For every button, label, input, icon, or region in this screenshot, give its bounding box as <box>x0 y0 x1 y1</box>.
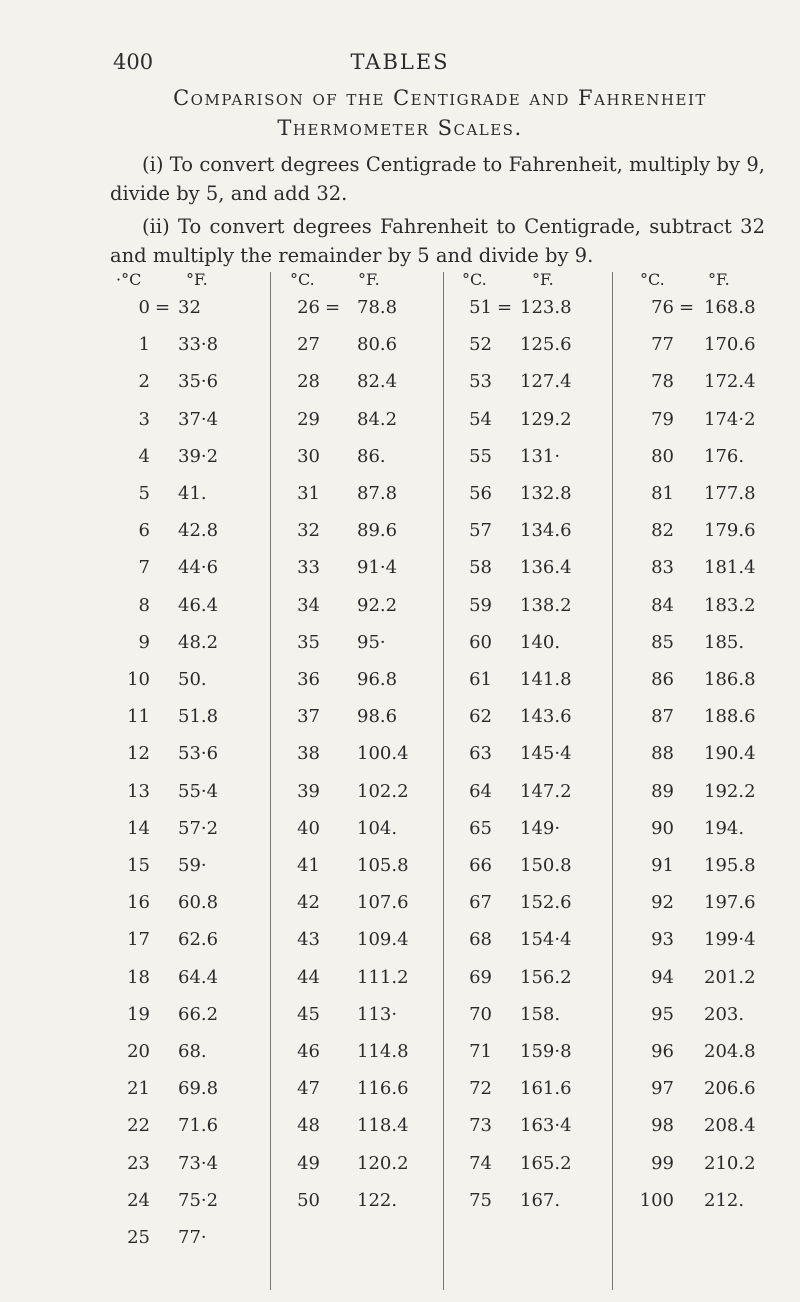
table-cell-centigrade: 50 <box>297 1189 320 1211</box>
table-cell-fahrenheit: 73·4 <box>178 1152 219 1174</box>
table-cell-fahrenheit: 82.4 <box>357 371 398 393</box>
table-cell-centigrade: 73 <box>469 1115 492 1137</box>
table-cell-fahrenheit: 206.6 <box>704 1078 756 1100</box>
table-cell-fahrenheit: 109.4 <box>357 929 409 951</box>
equals-sign: = <box>325 297 341 318</box>
table-cell-fahrenheit: 44·6 <box>178 557 219 579</box>
table-cell-fahrenheit: 136.4 <box>520 557 572 579</box>
table-cell-fahrenheit: 174·2 <box>704 408 756 430</box>
equals-sign: = <box>155 297 171 318</box>
table-cell-fahrenheit: 188.6 <box>704 706 756 728</box>
table-cell-centigrade: 37 <box>297 706 320 728</box>
table-cell-centigrade: 61 <box>469 669 492 690</box>
table-cell-centigrade: 74 <box>469 1152 492 1174</box>
table-cell-centigrade: 84 <box>651 594 674 616</box>
table-cell-centigrade: 100 <box>639 1189 674 1211</box>
header-fahrenheit: °F. <box>532 270 554 289</box>
table-cell-centigrade: 85 <box>651 631 674 653</box>
header-centigrade: °C. <box>640 270 665 289</box>
header-centigrade: ·°C <box>116 270 142 289</box>
table-cell-fahrenheit: 75·2 <box>178 1189 219 1211</box>
table-cell-centigrade: 64 <box>469 780 492 802</box>
table-cell-fahrenheit: 150.8 <box>520 855 572 876</box>
table-cell-fahrenheit: 149· <box>520 817 561 839</box>
header-centigrade: °C. <box>290 270 315 289</box>
table-cell-centigrade: 18 <box>127 966 150 988</box>
table-cell-fahrenheit: 158. <box>520 1003 561 1025</box>
table-cell-centigrade: 88 <box>651 743 674 765</box>
table-cell-centigrade: 30 <box>297 445 320 467</box>
table-cell-fahrenheit: 32 <box>178 297 201 318</box>
table-cell-fahrenheit: 197.6 <box>704 892 756 914</box>
table-cell-fahrenheit: 111.2 <box>357 966 409 988</box>
table-cell-fahrenheit: 170.6 <box>704 334 756 356</box>
table-cell-fahrenheit: 64.4 <box>178 966 219 988</box>
table-cell-fahrenheit: 195.8 <box>704 855 756 876</box>
table-cell-centigrade: 22 <box>127 1115 150 1137</box>
table-cell-centigrade: 79 <box>651 408 674 430</box>
table-cell-fahrenheit: 204.8 <box>704 1041 756 1062</box>
table-cell-fahrenheit: 104. <box>357 817 398 839</box>
table-cell-fahrenheit: 66.2 <box>178 1003 219 1025</box>
table-cell-fahrenheit: 183.2 <box>704 594 756 616</box>
table-cell-fahrenheit: 181.4 <box>704 557 756 579</box>
table-cell-centigrade: 6 <box>138 520 150 542</box>
table-cell-centigrade: 63 <box>469 743 492 765</box>
table-cell-fahrenheit: 185. <box>704 631 745 653</box>
table-cell-fahrenheit: 86. <box>357 445 386 467</box>
table-cell-centigrade: 7 <box>138 557 150 579</box>
table-cell-fahrenheit: 134.6 <box>520 520 572 542</box>
table-cell-fahrenheit: 190.4 <box>704 743 756 765</box>
table-cell-fahrenheit: 145·4 <box>520 743 572 765</box>
table-cell-fahrenheit: 120.2 <box>357 1152 409 1174</box>
table-cell-centigrade: 55 <box>469 445 492 467</box>
table-cell-centigrade: 87 <box>651 706 674 728</box>
table-cell-fahrenheit: 78.8 <box>357 297 398 318</box>
table-cell-fahrenheit: 53·6 <box>178 743 219 765</box>
table-cell-centigrade: 21 <box>127 1078 150 1100</box>
table-cell-centigrade: 35 <box>297 631 320 653</box>
table-cell-fahrenheit: 132.8 <box>520 483 572 504</box>
table-cell-centigrade: 76 <box>651 297 674 318</box>
table-cell-fahrenheit: 71.6 <box>178 1115 219 1137</box>
table-cell-centigrade: 2 <box>138 371 150 393</box>
table-cell-centigrade: 41 <box>297 855 320 876</box>
table-cell-fahrenheit: 57·2 <box>178 817 219 839</box>
table-cell-centigrade: 10 <box>127 669 150 690</box>
table-cell-centigrade: 94 <box>651 966 674 988</box>
table-cell-fahrenheit: 35·6 <box>178 371 219 393</box>
table-cell-fahrenheit: 116.6 <box>357 1078 409 1100</box>
table-cell-centigrade: 57 <box>469 520 492 542</box>
header-fahrenheit: °F. <box>708 270 730 289</box>
table-cell-centigrade: 38 <box>297 743 320 765</box>
table-cell-centigrade: 71 <box>469 1041 492 1062</box>
table-cell-fahrenheit: 55·4 <box>178 780 219 802</box>
table-cell-centigrade: 36 <box>297 669 320 690</box>
table-cell-centigrade: 59 <box>469 594 492 616</box>
table-cell-fahrenheit: 152.6 <box>520 892 572 914</box>
table-cell-centigrade: 39 <box>297 780 320 802</box>
table-cell-fahrenheit: 212. <box>704 1189 745 1211</box>
table-cell-fahrenheit: 194. <box>704 817 745 839</box>
table-cell-fahrenheit: 96.8 <box>357 669 398 690</box>
instruction-f-to-c: (ii) To convert degrees Fahrenheit to Centigrade, subtract 32 and multiply the remainder by 5 and divide by 9. <box>110 215 765 267</box>
table-cell-fahrenheit: 125.6 <box>520 334 572 356</box>
table-cell-centigrade: 25 <box>127 1227 150 1248</box>
table-cell-centigrade: 78 <box>651 371 674 393</box>
table-cell-fahrenheit: 113· <box>357 1003 398 1025</box>
table-cell-centigrade: 56 <box>469 483 492 504</box>
table-cell-fahrenheit: 143.6 <box>520 706 572 728</box>
table-cell-centigrade: 20 <box>127 1041 150 1062</box>
table-cell-centigrade: 13 <box>127 780 150 802</box>
table-cell-centigrade: 24 <box>127 1189 150 1211</box>
table-cell-fahrenheit: 140. <box>520 631 561 653</box>
table-cell-centigrade: 99 <box>651 1152 674 1174</box>
table-cell-centigrade: 67 <box>469 892 492 914</box>
table-cell-centigrade: 75 <box>469 1189 492 1211</box>
table-cell-fahrenheit: 91·4 <box>357 557 398 579</box>
table-cell-fahrenheit: 50. <box>178 669 207 690</box>
table-cell-centigrade: 43 <box>297 929 320 951</box>
table-cell-fahrenheit: 80.6 <box>357 334 398 356</box>
page-number: 400 <box>113 50 154 74</box>
table-cell-fahrenheit: 192.2 <box>704 780 756 802</box>
table-cell-centigrade: 15 <box>127 855 150 876</box>
table-cell-fahrenheit: 39·2 <box>178 445 219 467</box>
table-cell-centigrade: 28 <box>297 371 320 393</box>
table-cell-fahrenheit: 210.2 <box>704 1152 756 1174</box>
table-cell-fahrenheit: 68. <box>178 1041 207 1062</box>
table-cell-fahrenheit: 147.2 <box>520 780 572 802</box>
table-cell-fahrenheit: 203. <box>704 1003 745 1025</box>
table-cell-centigrade: 0 <box>138 297 150 318</box>
table-cell-centigrade: 96 <box>651 1041 674 1062</box>
table-cell-fahrenheit: 48.2 <box>178 631 219 653</box>
table-cell-fahrenheit: 60.8 <box>178 892 219 914</box>
table-cell-centigrade: 60 <box>469 631 492 653</box>
table-cell-centigrade: 8 <box>138 594 150 616</box>
header-fahrenheit: °F. <box>358 270 380 289</box>
running-head: TABLES <box>350 50 450 74</box>
table-cell-centigrade: 69 <box>469 966 492 988</box>
table-cell-centigrade: 3 <box>138 408 150 430</box>
table-cell-centigrade: 51 <box>469 297 492 318</box>
table-cell-centigrade: 90 <box>651 817 674 839</box>
table-cell-centigrade: 58 <box>469 557 492 579</box>
table-cell-centigrade: 19 <box>127 1003 150 1025</box>
table-cell-fahrenheit: 138.2 <box>520 594 572 616</box>
table-cell-fahrenheit: 156.2 <box>520 966 572 988</box>
equals-sign: = <box>497 297 513 318</box>
table-cell-fahrenheit: 105.8 <box>357 855 409 876</box>
table-cell-centigrade: 12 <box>127 743 150 765</box>
table-cell-centigrade: 91 <box>651 855 674 876</box>
table-cell-fahrenheit: 46.4 <box>178 594 219 616</box>
table-cell-centigrade: 66 <box>469 855 492 876</box>
table-cell-centigrade: 49 <box>297 1152 320 1174</box>
table-cell-centigrade: 83 <box>651 557 674 579</box>
table-cell-fahrenheit: 114.8 <box>357 1041 409 1062</box>
table-cell-centigrade: 5 <box>138 483 150 504</box>
table-cell-centigrade: 81 <box>651 483 674 504</box>
table-cell-centigrade: 40 <box>297 817 320 839</box>
table-cell-fahrenheit: 165.2 <box>520 1152 572 1174</box>
table-cell-fahrenheit: 167. <box>520 1189 561 1211</box>
table-cell-fahrenheit: 95· <box>357 631 386 653</box>
table-cell-fahrenheit: 154·4 <box>520 929 572 951</box>
table-cell-centigrade: 62 <box>469 706 492 728</box>
table-cell-fahrenheit: 131· <box>520 445 561 467</box>
table-cell-fahrenheit: 41. <box>178 483 207 504</box>
table-cell-fahrenheit: 33·8 <box>178 334 219 356</box>
header-centigrade: °C. <box>462 270 487 289</box>
instruction-c-to-f: (i) To convert degrees Centigrade to Fahrenheit, multiply by 9, divide by 5, and add 32. <box>110 153 765 205</box>
table-cell-fahrenheit: 163·4 <box>520 1115 572 1137</box>
table-cell-centigrade: 89 <box>651 780 674 802</box>
table-cell-centigrade: 32 <box>297 520 320 542</box>
table-cell-fahrenheit: 51.8 <box>178 706 219 728</box>
column-divider <box>612 272 613 1290</box>
table-cell-fahrenheit: 100.4 <box>357 743 409 765</box>
table-cell-fahrenheit: 122. <box>357 1189 398 1211</box>
table-cell-centigrade: 95 <box>651 1003 674 1025</box>
table-cell-centigrade: 29 <box>297 408 320 430</box>
table-cell-centigrade: 27 <box>297 334 320 356</box>
table-cell-fahrenheit: 98.6 <box>357 706 398 728</box>
table-cell-centigrade: 82 <box>651 520 674 542</box>
table-cell-fahrenheit: 42.8 <box>178 520 219 542</box>
table-cell-fahrenheit: 159·8 <box>520 1041 572 1062</box>
table-cell-centigrade: 52 <box>469 334 492 356</box>
table-cell-fahrenheit: 141.8 <box>520 669 572 690</box>
table-cell-centigrade: 16 <box>127 892 150 914</box>
table-cell-fahrenheit: 186.8 <box>704 669 756 690</box>
table-cell-centigrade: 77 <box>651 334 674 356</box>
table-cell-fahrenheit: 37·4 <box>178 408 219 430</box>
table-cell-centigrade: 86 <box>651 669 674 690</box>
table-cell-fahrenheit: 87.8 <box>357 483 398 504</box>
table-cell-centigrade: 33 <box>297 557 320 579</box>
table-cell-fahrenheit: 89.6 <box>357 520 398 542</box>
table-cell-centigrade: 93 <box>651 929 674 951</box>
table-title-line-2: Thermometer Scales. <box>277 116 523 140</box>
table-cell-fahrenheit: 179.6 <box>704 520 756 542</box>
table-cell-fahrenheit: 176. <box>704 445 745 467</box>
table-cell-centigrade: 34 <box>297 594 320 616</box>
table-cell-fahrenheit: 102.2 <box>357 780 409 802</box>
table-cell-centigrade: 97 <box>651 1078 674 1100</box>
table-cell-fahrenheit: 201.2 <box>704 966 756 988</box>
table-cell-centigrade: 48 <box>297 1115 320 1137</box>
table-cell-centigrade: 92 <box>651 892 674 914</box>
table-cell-centigrade: 80 <box>651 445 674 467</box>
table-cell-fahrenheit: 199·4 <box>704 929 756 951</box>
equals-sign: = <box>679 297 695 318</box>
table-cell-centigrade: 31 <box>297 483 320 504</box>
table-cell-fahrenheit: 208.4 <box>704 1115 756 1137</box>
table-cell-fahrenheit: 107.6 <box>357 892 409 914</box>
table-cell-centigrade: 1 <box>138 334 150 356</box>
table-cell-fahrenheit: 123.8 <box>520 297 572 318</box>
table-cell-centigrade: 44 <box>297 966 320 988</box>
table-cell-centigrade: 47 <box>297 1078 320 1100</box>
table-cell-fahrenheit: 59· <box>178 855 207 876</box>
table-cell-fahrenheit: 129.2 <box>520 408 572 430</box>
table-cell-centigrade: 53 <box>469 371 492 393</box>
table-cell-fahrenheit: 62.6 <box>178 929 219 951</box>
table-cell-centigrade: 46 <box>297 1041 320 1062</box>
table-cell-centigrade: 14 <box>127 817 150 839</box>
table-cell-centigrade: 26 <box>297 297 320 318</box>
table-cell-centigrade: 54 <box>469 408 492 430</box>
table-cell-centigrade: 98 <box>651 1115 674 1137</box>
table-cell-centigrade: 70 <box>469 1003 492 1025</box>
header-fahrenheit: °F. <box>186 270 208 289</box>
table-cell-centigrade: 68 <box>469 929 492 951</box>
table-cell-fahrenheit: 161.6 <box>520 1078 572 1100</box>
table-cell-fahrenheit: 127.4 <box>520 371 572 393</box>
table-cell-fahrenheit: 92.2 <box>357 594 398 616</box>
table-cell-centigrade: 42 <box>297 892 320 914</box>
table-cell-fahrenheit: 172.4 <box>704 371 756 393</box>
table-cell-fahrenheit: 168.8 <box>704 297 756 318</box>
table-cell-fahrenheit: 77· <box>178 1227 207 1248</box>
table-cell-centigrade: 65 <box>469 817 492 839</box>
table-cell-centigrade: 45 <box>297 1003 320 1025</box>
table-cell-centigrade: 23 <box>127 1152 150 1174</box>
table-cell-fahrenheit: 84.2 <box>357 408 398 430</box>
table-cell-centigrade: 4 <box>138 445 150 467</box>
table-cell-centigrade: 72 <box>469 1078 492 1100</box>
table-cell-centigrade: 17 <box>127 929 150 951</box>
table-title-line-1: Comparison of the Centigrade and Fahrenheit <box>173 86 707 110</box>
table-cell-fahrenheit: 118.4 <box>357 1115 409 1137</box>
table-cell-centigrade: 11 <box>127 706 150 728</box>
table-cell-fahrenheit: 69.8 <box>178 1078 219 1100</box>
table-cell-centigrade: 9 <box>138 631 150 653</box>
table-cell-fahrenheit: 177.8 <box>704 483 756 504</box>
